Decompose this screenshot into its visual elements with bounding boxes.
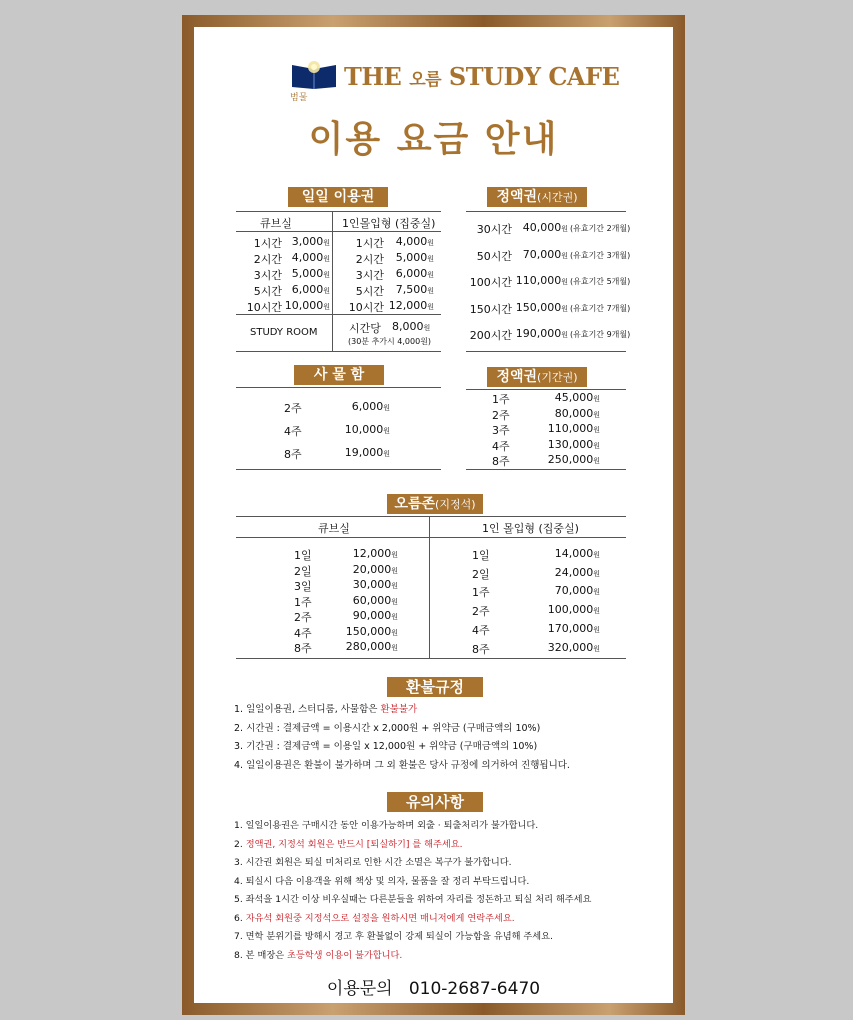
fixed-period-length: 8주: [492, 455, 510, 468]
notice-list: [234, 817, 591, 965]
daily-cube-price: 10,000원: [284, 299, 330, 312]
fixed-period-price: 130,000원: [547, 437, 600, 451]
zone-focus-price: 24,000원: [554, 565, 600, 579]
notice-item: 5. 좌석을 1시간 이상 비우실때는 다른분들을 위하여 자리를 정돈하고 퇴실 처리 해주세요: [234, 894, 592, 905]
zone-cube-price: 20,000원: [352, 562, 398, 576]
fixed-period-length: 3주: [492, 424, 510, 437]
notice-item: 3. 시간권 회원은 퇴실 미처리로 인한 시간 소멸은 복구가 불가합니다.: [234, 857, 512, 868]
daily-cube-time: 3시간: [253, 269, 282, 282]
column-header: 1인 몰입형 (집중실): [482, 522, 579, 535]
fixed-time-hours: 50시간: [476, 249, 512, 263]
divider: [236, 469, 441, 470]
daily-focus-time: 3시간: [355, 269, 384, 282]
zone-cube-period: 8주: [294, 642, 312, 655]
locker-period: 2주: [284, 402, 302, 415]
refund-item: 4. 일일이용권은 환불이 불가하며 그 외 환불은 당사 규정에 의거하여 진행됩니다.: [234, 759, 570, 771]
zone-cube-period: 2주: [294, 611, 312, 624]
divider: [466, 211, 626, 212]
daily-cube-price: 4,000원: [291, 251, 330, 264]
study-room-price: 8,000원: [392, 320, 431, 333]
brand-the: THE: [344, 62, 402, 91]
column-header: 1인몰입형 (집중실): [342, 217, 436, 230]
locker-tag: 사 물 함: [294, 365, 384, 385]
divider: [236, 387, 441, 388]
fixed-time-hours: 30시간: [476, 223, 512, 236]
fixed-time-hours: 100시간: [469, 276, 512, 289]
daily-cube-time: 2시간: [253, 253, 282, 266]
refund-list: [234, 701, 570, 775]
locker-period: 4주: [284, 425, 302, 438]
divider: [236, 211, 441, 212]
fixed-time-price: 150,000원: [515, 300, 568, 314]
zone-focus-price: 14,000원: [554, 547, 600, 560]
notice-item: 1. 일일이용권은 구매시간 동안 이용가능하며 외출 · 퇴출처리가 불가합니다.: [234, 820, 539, 831]
zone-cube-price: 30,000원: [352, 578, 398, 591]
divider: [236, 231, 441, 232]
daily-focus-price: 5,000원: [395, 251, 434, 264]
locker-price: 19,000원: [344, 446, 390, 459]
zone-cube-price: 150,000원: [345, 624, 398, 638]
zone-cube-price: 90,000원: [352, 609, 398, 622]
fixed-time-hours: 200시간: [469, 329, 512, 342]
fixed-period-pass-tag: 정액권(기간권): [487, 367, 587, 387]
notice-item: 7. 면학 분위기를 방해시 경고 후 환불없이 강제 퇴실이 가능함을 유념해 주세요.: [234, 931, 553, 942]
daily-cube-price: 6,000원: [291, 283, 330, 296]
daily-focus-price: 12,000원: [388, 299, 434, 312]
divider: [236, 351, 441, 352]
zone-focus-price: 70,000원: [554, 584, 600, 598]
divider: [466, 389, 626, 390]
zone-focus-price: 170,000원: [547, 621, 600, 635]
fixed-time-pass-tag: 정액권(시간권): [487, 187, 587, 207]
daily-focus-price: 4,000원: [395, 235, 434, 248]
fixed-period-price: 45,000원: [554, 391, 600, 404]
fixed-time-validity: (유효기간 3개월): [570, 250, 631, 260]
notice-tag: 유의사항: [387, 792, 483, 812]
daily-cube-price: 3,000원: [291, 235, 330, 248]
divider: [236, 658, 626, 659]
fixed-time-validity: (유효기간 9개월): [570, 330, 631, 339]
fixed-period-length: 2주: [492, 408, 510, 422]
zone-cube-period: 1주: [294, 595, 312, 609]
zone-focus-period: 2주: [472, 605, 490, 619]
column-header: 큐브실: [260, 217, 292, 230]
daily-focus-time: 10시간: [348, 301, 384, 314]
notice-item: 8. 본 매장은 초등학생 이용이 불가합니다.: [234, 949, 403, 961]
refund-item: 2. 시간권 : 결제금액 = 이용시간 x 2,000원 + 위약금 (구매금액의 10%): [234, 722, 541, 734]
daily-focus-time: 2시간: [355, 253, 384, 266]
brand-study-cafe: STUDY CAFE: [448, 62, 620, 91]
book-logo-icon: [290, 59, 338, 89]
daily-cube-time: 5시간: [253, 285, 282, 298]
zone-focus-period: 4주: [472, 623, 490, 637]
notice-item: 4. 퇴실시 다음 이용객을 위해 책상 및 의자, 물품을 잘 정리 부탁드립니다.: [234, 875, 530, 887]
fixed-time-price: 40,000원: [522, 221, 568, 234]
contact-label: 이용문의: [326, 979, 393, 999]
zone-focus-period: 1주: [472, 586, 490, 600]
zone-cube-period: 2일: [294, 564, 312, 578]
zone-cube-price: 60,000원: [352, 593, 398, 607]
daily-focus-time: 1시간: [355, 237, 384, 250]
locker-period: 8주: [284, 448, 302, 461]
fixed-period-price: 250,000원: [547, 453, 600, 466]
zone-cube-price: 12,000원: [352, 547, 398, 560]
daily-focus-price: 6,000원: [395, 267, 434, 280]
fixed-time-validity: (유효기간 5개월): [570, 277, 631, 286]
fixed-time-price: 190,000원: [515, 327, 568, 340]
daily-pass-tag: 일일 이용권: [288, 187, 388, 207]
fixed-time-hours: 150시간: [469, 302, 512, 316]
zone-focus-price: 100,000원: [547, 603, 600, 617]
fixed-period-price: 80,000원: [554, 406, 600, 420]
brand-korean: 오름: [409, 70, 442, 90]
page-title: 이용 요금 안내: [308, 119, 559, 160]
oreum-zone-tag: 오름존(지정석): [387, 494, 483, 514]
divider: [466, 469, 626, 470]
fixed-period-length: 1주: [492, 393, 510, 406]
zone-cube-period: 3일: [294, 580, 312, 593]
poster: [194, 27, 673, 1003]
zone-cube-period: 4주: [294, 626, 312, 640]
fixed-time-validity: (유효기간 2개월): [570, 224, 631, 233]
contact-phone: 010-2687-6470: [408, 979, 541, 999]
locker-price: 6,000원: [351, 400, 390, 413]
refund-item: 3. 기간권 : 결제금액 = 이용일 x 12,000원 + 위약금 (구매금액의 10%): [234, 741, 538, 752]
divider: [236, 516, 626, 517]
poster-frame: [182, 15, 685, 1015]
refund-tag: 환불규정: [387, 677, 483, 697]
daily-cube-time: 1시간: [253, 237, 282, 250]
zone-focus-period: 8주: [472, 642, 490, 656]
divider: [332, 211, 333, 351]
locker-price: 10,000원: [344, 423, 390, 436]
study-room-time: 시간당: [349, 322, 381, 335]
notice-item: 6. 자유석 회원중 지정석으로 설정을 원하시면 매니저에게 연락주세요.: [234, 912, 515, 924]
zone-focus-period: 1일: [472, 549, 490, 562]
zone-cube-period: 1일: [294, 549, 312, 562]
daily-cube-time: 10시간: [246, 301, 282, 314]
divider: [236, 314, 441, 315]
fixed-period-length: 4주: [492, 439, 510, 453]
zone-focus-period: 2일: [472, 567, 490, 581]
column-header: 큐브실: [318, 522, 350, 535]
divider: [236, 537, 626, 538]
daily-focus-price: 7,500원: [395, 283, 434, 296]
fixed-time-price: 70,000원: [522, 247, 568, 261]
fixed-time-validity: (유효기간 7개월): [570, 303, 631, 313]
zone-focus-price: 320,000원: [547, 640, 600, 654]
fixed-time-price: 110,000원: [515, 274, 568, 287]
contact-info: [194, 974, 673, 999]
notice-item: 2. 정액권, 지정석 회원은 반드시 [퇴실하기] 를 해주세요.: [234, 838, 463, 850]
brand-name: [344, 62, 619, 91]
zone-cube-price: 280,000원: [345, 640, 398, 653]
refund-item: 1. 일일이용권, 스터디룸, 사물함은 환불불가: [234, 704, 418, 715]
fixed-period-price: 110,000원: [547, 422, 600, 435]
daily-focus-time: 5시간: [355, 285, 384, 298]
divider: [466, 351, 626, 352]
study-room-label: STUDY ROOM: [250, 327, 318, 338]
daily-cube-price: 5,000원: [291, 267, 330, 280]
study-room-note: (30분 추가시 4,000원): [348, 337, 432, 346]
logo-subtitle: 범물: [290, 93, 308, 103]
